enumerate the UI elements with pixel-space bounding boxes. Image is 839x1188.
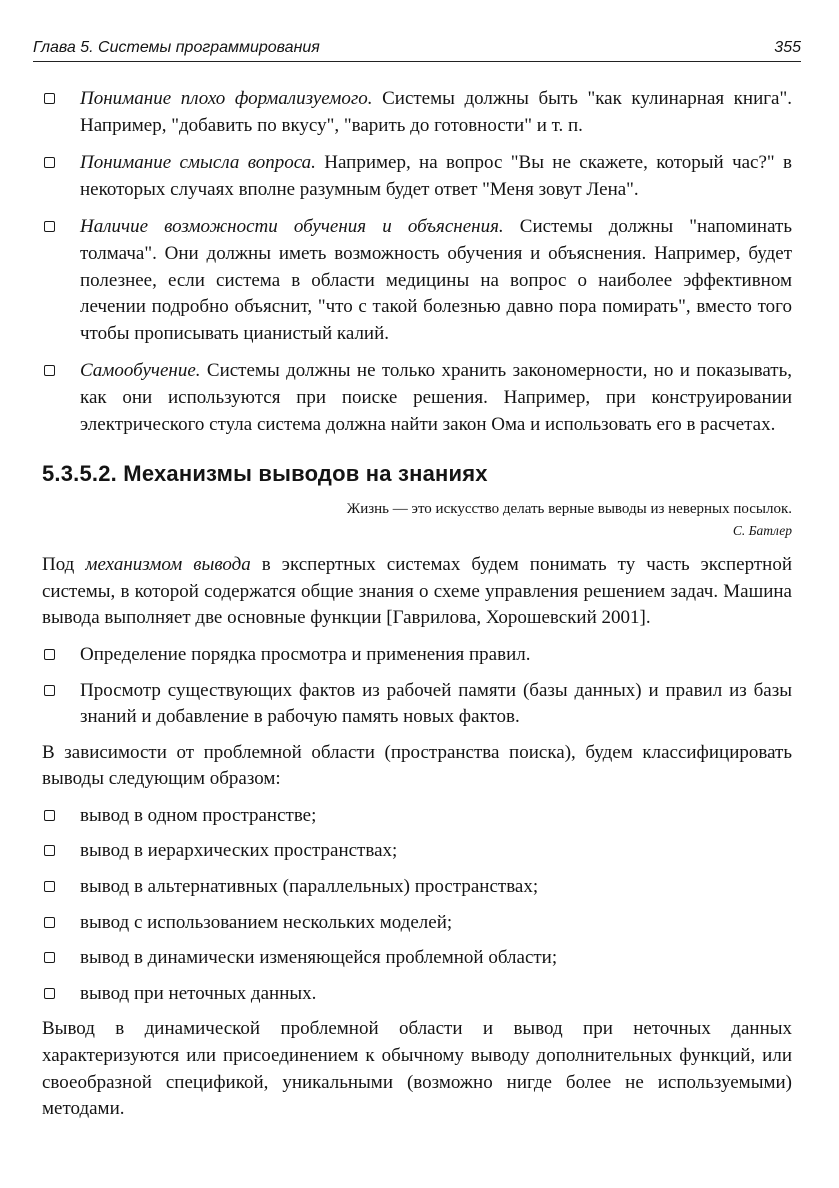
section-heading: 5.3.5.2. Механизмы выводов на знаниях [42,461,488,487]
checkbox-bullet-icon [44,157,55,168]
kind-text: вывод при неточных данных. [80,982,317,1004]
checkbox-bullet-icon [44,810,55,821]
checkbox-bullet-icon [44,845,55,856]
closing-paragraph: Вывод в динамической проблемной области и вывод при неточных данных характеризуются или присоединением к обычному выводу дополнительных функций, или своеобразной спецификой, уникальными (возможно нигде более не используемыми) методами. [42,1018,792,1120]
bullet-lead: Наличие возможности обучения и объяснения. [80,216,504,238]
bullet-text: Системы должны не только хранить закономерности, но и показывать, как они используются при поиске решения. Например, при конструировании электрического стула система должна найти закон Ома и использовать его в расчетах. [80,360,792,435]
intro-after: в экспертных системах будем понимать ту часть экспертной системы, в которой содержатся общие знания о схеме управления решением задач. Машина вывода выполняет две основные функции [Гаврилова, Хорошевский 2001]. [42,554,792,629]
checkbox-bullet-icon [44,988,55,999]
running-header [33,38,801,62]
kind-text: вывод в иерархических пространствах; [80,840,398,862]
function-text: Определение порядка просмотра и применения правил. [80,643,531,665]
epigraph: Жизнь — это искусство делать верные выводы из неверных посылок. [346,501,792,518]
list-item [42,874,792,901]
classify-paragraph: В зависимости от проблемной области (пространства поиска), будем классифицировать выводы следующим образом: [42,741,792,790]
list-item [42,981,792,1008]
kind-text: вывод в динамически изменяющейся проблемной области; [80,947,558,969]
list-item [42,803,792,830]
intro-emphasis: механизмом вывода [85,554,251,576]
list-item [42,838,792,865]
bullet-text: Например, на вопрос "Вы не скажете, который час?" в некоторых случаях вполне разумным будет ответ "Меня зовут Лена". [80,152,792,200]
checkbox-bullet-icon [44,93,55,104]
kind-text: вывод с использованием нескольких моделей; [80,911,453,933]
list-item [42,678,792,731]
function-text: Просмотр существующих фактов из рабочей памяти (базы данных) и правил из базы знаний и добавление в рабочую память новых фактов. [80,679,792,728]
list-item [42,642,792,669]
list-item [42,86,792,139]
page-number: 355 [774,39,801,56]
checkbox-bullet-icon [44,649,55,660]
list-item [42,945,792,972]
checkbox-bullet-icon [44,952,55,963]
checkbox-bullet-icon [44,881,55,892]
intro-paragraph [42,552,792,632]
checkbox-bullet-icon [44,221,55,232]
checkbox-bullet-icon [44,685,55,696]
bullet-text: Системы должны "напоминать толмача". Они должны иметь возможность обучения и объяснения. Например, будет полезнее, если система в области медицины на вопрос о наиболее эффективном лечении подробно объяснит, "что с такой болезнью давно пора помирать", вместо того чтобы прописывать цианистый калий. [80,216,792,344]
page-content [42,86,792,1133]
checkbox-bullet-icon [44,917,55,928]
list-item [42,214,792,347]
list-item [42,358,792,438]
checkbox-bullet-icon [44,365,55,376]
list-item [42,910,792,937]
bullet-lead: Самообучение. [80,360,201,382]
bullet-lead: Понимание смысла вопроса. [80,152,316,174]
kind-text: вывод в альтернативных (параллельных) пространствах; [80,876,539,898]
kind-text: вывод в одном пространстве; [80,804,317,826]
chapter-title: Глава 5. Системы программирования [33,39,320,56]
epigraph-author: С. Батлер [732,523,792,539]
list-item [42,150,792,203]
intro-before: Под [42,554,86,576]
bullet-text: Системы должны быть "как кулинарная книга". Например, "добавить по вкусу", "варить до готовности" и т. п. [80,88,792,136]
bullet-lead: Понимание плохо формализуемого. [80,88,373,109]
